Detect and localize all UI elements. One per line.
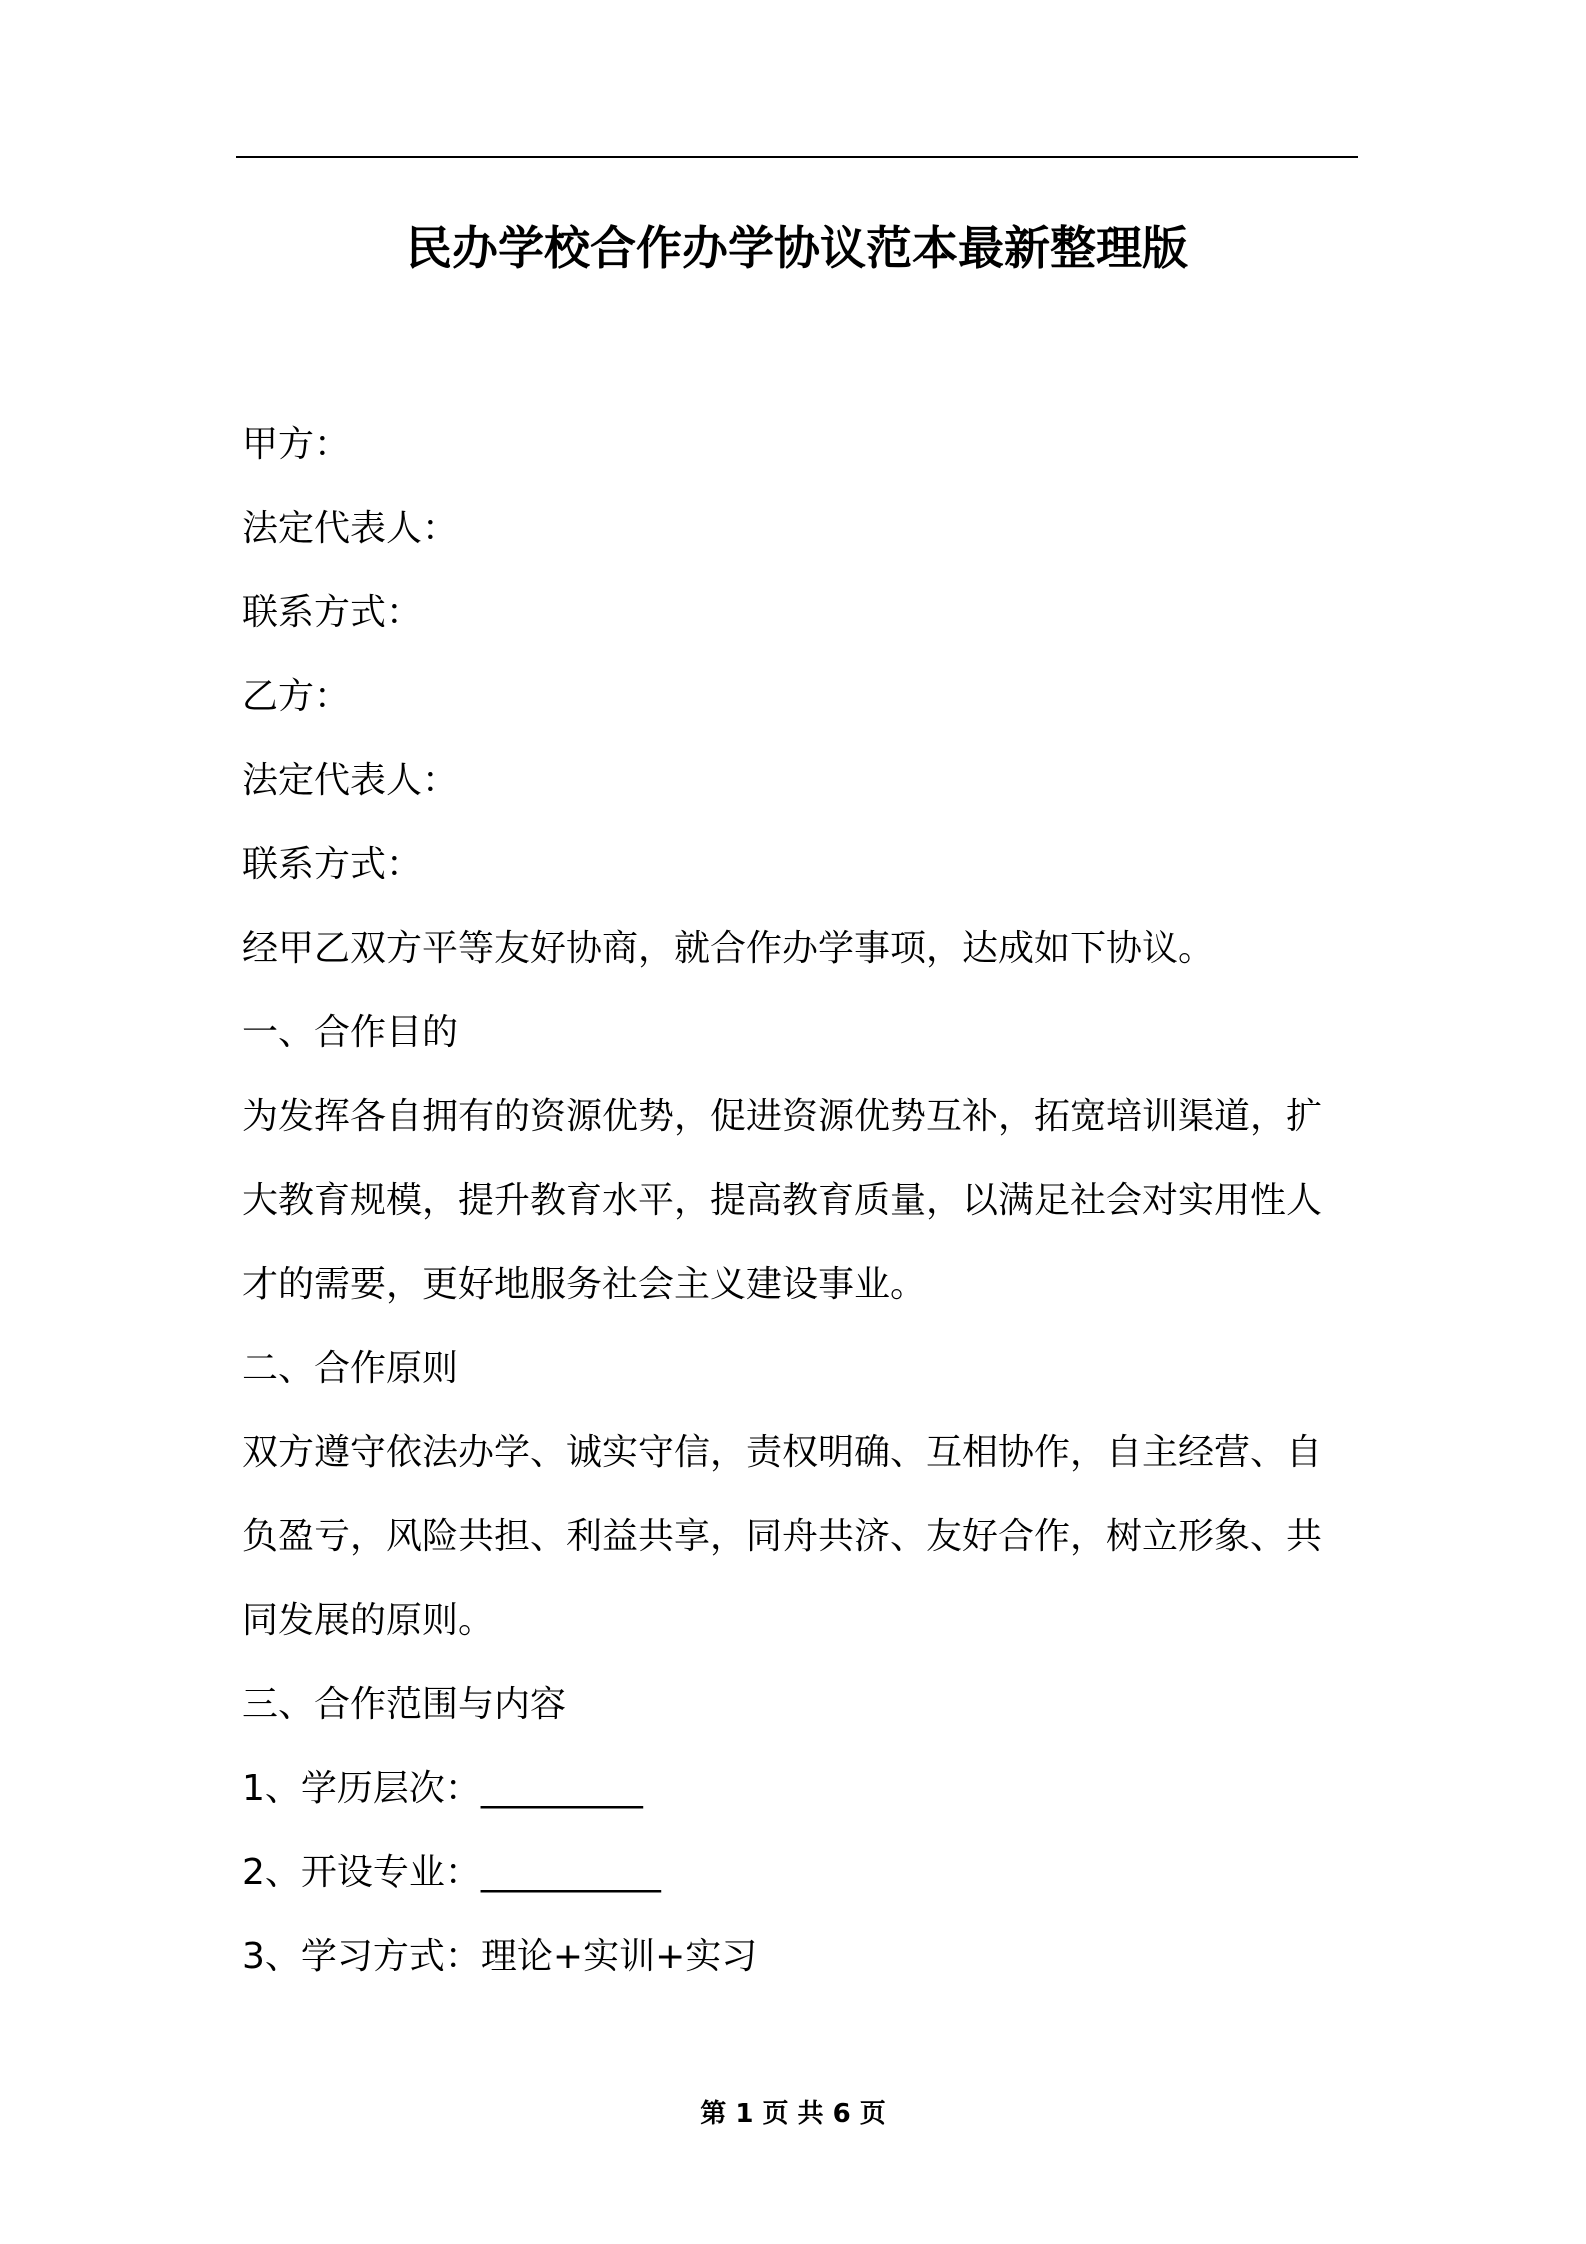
page-number-footer: 第 1 页 共 6 页 bbox=[700, 2099, 886, 2129]
party-a-label: 甲方： bbox=[242, 424, 351, 465]
scope-item-learning-mode: 3、学习方式：理论+实训+实习 bbox=[242, 1936, 758, 1977]
principles-paragraph-line: 同发展的原则。 bbox=[242, 1600, 495, 1641]
purpose-paragraph-line: 才的需要，更好地服务社会主义建设事业。 bbox=[242, 1264, 927, 1305]
principles-paragraph-line: 负盈亏，风险共担、利益共享，同舟共济、友好合作，树立形象、共 bbox=[242, 1516, 1323, 1557]
section-heading-purpose: 一、合作目的 bbox=[242, 1012, 459, 1053]
document-title: 民办学校合作办学协议范本最新整理版 bbox=[406, 221, 1188, 275]
party-b-legal-representative: 法定代表人： bbox=[242, 760, 459, 801]
document-body bbox=[242, 403, 1354, 1999]
purpose-paragraph-line: 大教育规模，提升教育水平，提高教育质量，以满足社会对实用性人 bbox=[242, 1180, 1323, 1221]
purpose-paragraph-line: 为发挥各自拥有的资源优势，促进资源优势互补，拓宽培训渠道，扩 bbox=[242, 1096, 1323, 1137]
party-b-contact: 联系方式： bbox=[242, 844, 423, 885]
party-a-contact: 联系方式： bbox=[242, 592, 423, 633]
header-rule bbox=[236, 156, 1358, 158]
preamble: 经甲乙双方平等友好协商，就合作办学事项，达成如下协议。 bbox=[242, 928, 1215, 969]
section-heading-scope: 三、合作范围与内容 bbox=[242, 1684, 567, 1725]
scope-item-education-level: 1、学历层次：_________ bbox=[242, 1768, 643, 1809]
party-b-label: 乙方： bbox=[242, 676, 351, 717]
principles-paragraph-line: 双方遵守依法办学、诚实守信，责权明确、互相协作，自主经营、自 bbox=[242, 1432, 1323, 1473]
section-heading-principles: 二、合作原则 bbox=[242, 1348, 459, 1389]
scope-item-majors: 2、开设专业：__________ bbox=[242, 1852, 661, 1893]
party-a-legal-representative: 法定代表人： bbox=[242, 508, 459, 549]
